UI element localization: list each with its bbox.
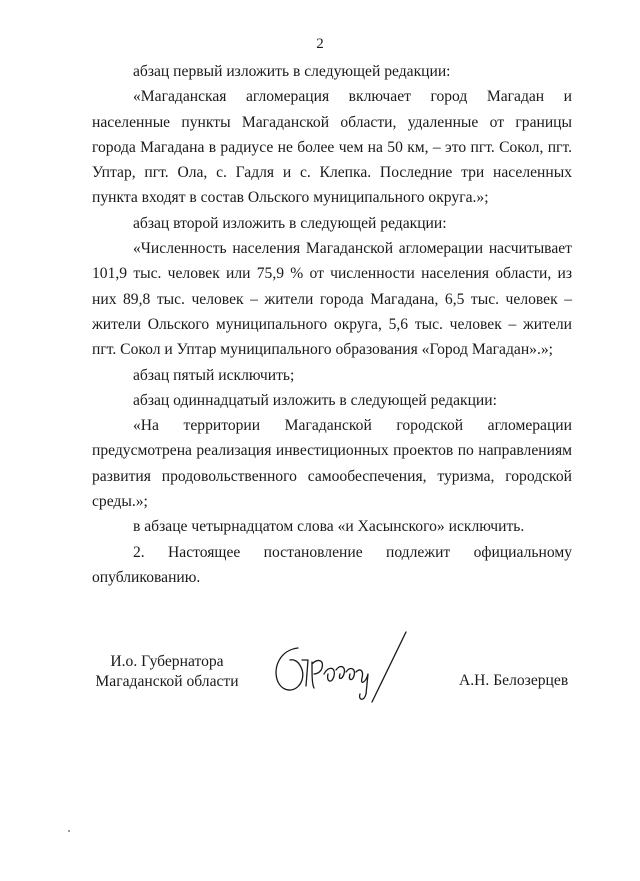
paragraph-8: в абзаце четырнадцатом слова «и Хасынского» исключить. xyxy=(133,518,525,536)
paragraph-9: 2. Настоящее постановление подлежит официальному опубликованию. xyxy=(92,543,572,586)
page-number: 2 xyxy=(316,36,324,52)
paragraph-1: абзац первый изложить в следующей редакции: xyxy=(133,63,451,80)
paragraph-4: «Численность населения Магаданской агломерации насчитывает 101,9 тыс. человек или 75,9 % от численности населения области, из них 89,8 тыс. человек – жители города Магадана, 6,5 тыс. человек – жители Ольского муниципального округа, 5,6 тыс. человек – жители пгт. Сокол и Уптар муниципального образования «Город Магадан».»; xyxy=(92,240,572,359)
scan-speck xyxy=(68,830,70,832)
signatory-title-line-1: И.о. Губернатора xyxy=(110,653,224,670)
paragraph-6: абзац одиннадцатый изложить в следующей редакции: xyxy=(133,391,497,409)
signatory-title xyxy=(92,652,242,692)
handwritten-signature xyxy=(268,630,418,710)
paragraph-3: абзац второй изложить в следующей редакции: xyxy=(133,214,447,232)
paragraph-7: «На территории Магаданской городской агломерации предусмотрена реализация инвестиционных проектов по направлениям развития продовольственного самообеспечения, туризма, городской среды.»; xyxy=(92,417,572,511)
signatory-title-line-2: Магаданской области xyxy=(95,673,239,690)
paragraph-5: абзац пятый исключить; xyxy=(133,366,295,384)
document-body xyxy=(92,59,572,590)
signatory-name: А.Н. Белозерцев xyxy=(459,672,569,689)
paragraph-2: «Магаданская агломерация включает город Магадан и населенные пункты Магаданской области, удаленные от границы города Магадана в радиусе не более чем на 50 км, – это пгт. Сокол, пгт. Уптар, пгт. Ола, с. Гадля и с. Клепка. Последние три населенных пункта входят в состав Ольского муниципального округа.»; xyxy=(92,88,572,207)
signature-block xyxy=(0,650,640,710)
